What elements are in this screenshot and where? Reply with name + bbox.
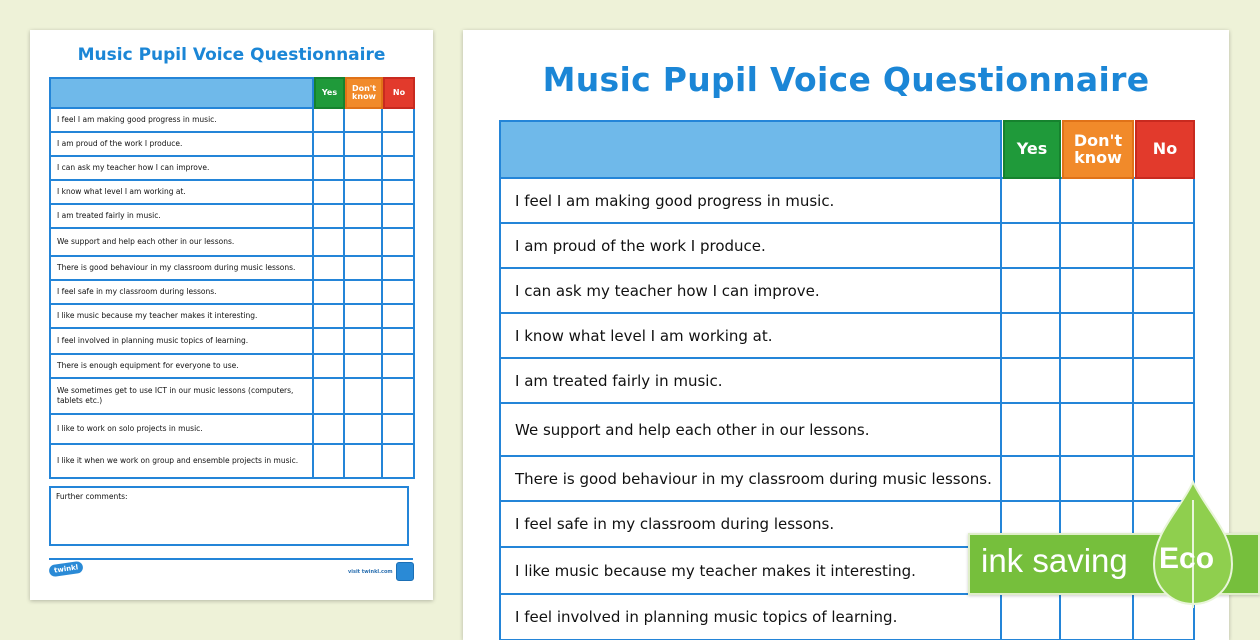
small-answer-cell-yes[interactable]: [313, 444, 344, 478]
large-answer-cell-yes[interactable]: [1001, 358, 1060, 403]
small-question-row: [50, 444, 414, 478]
large-question-text: I can ask my teacher how I can improve.: [500, 268, 1001, 313]
small-question-text: I feel I am making good progress in music.: [50, 108, 313, 132]
large-question-row: [500, 313, 1194, 358]
small-answer-cell-no[interactable]: [382, 180, 414, 204]
large-question-row: [500, 223, 1194, 268]
large-question-text: I feel safe in my classroom during lessons.: [500, 501, 1001, 547]
small-question-row: [50, 228, 414, 256]
small-answer-cell-yes[interactable]: [313, 132, 344, 156]
footer-divider: [49, 558, 413, 560]
small-header-dont-know: Don't know: [346, 78, 382, 108]
preview-sheet-small: [30, 30, 433, 600]
large-answer-cell-yes[interactable]: [1001, 223, 1060, 268]
small-question-text: I feel involved in planning music topics of learning.: [50, 328, 313, 354]
small-question-row: [50, 414, 414, 444]
large-answer-cell-yes[interactable]: [1001, 313, 1060, 358]
twinkl-logo: twinkl: [48, 561, 84, 578]
small-header-no: No: [384, 78, 414, 108]
small-question-text: I feel safe in my classroom during lessons.: [50, 280, 313, 304]
large-question-row: [500, 178, 1194, 223]
small-answer-cell-yes[interactable]: [313, 280, 344, 304]
small-answer-cell-yes[interactable]: [313, 156, 344, 180]
further-comments-box[interactable]: [49, 486, 409, 546]
large-answer-cell-no[interactable]: [1133, 268, 1194, 313]
small-question-row: [50, 256, 414, 280]
small-question-row: [50, 180, 414, 204]
large-answer-cell-yes[interactable]: [1001, 403, 1060, 456]
small-question-row: [50, 108, 414, 132]
large-answer-cell-dont-know[interactable]: [1060, 456, 1133, 501]
large-answer-cell-dont-know[interactable]: [1060, 268, 1133, 313]
small-answer-cell-dont-know[interactable]: [344, 414, 382, 444]
large-question-row: [500, 456, 1194, 501]
small-question-text: We sometimes get to use ICT in our music lessons (computers, tablets etc.): [50, 378, 313, 414]
small-answer-cell-yes[interactable]: [313, 378, 344, 414]
large-answer-cell-dont-know[interactable]: [1060, 178, 1133, 223]
small-answer-cell-dont-know[interactable]: [344, 228, 382, 256]
small-question-text: There is good behaviour in my classroom during music lessons.: [50, 256, 313, 280]
large-answer-cell-no[interactable]: [1133, 403, 1194, 456]
large-question-text: We support and help each other in our lessons.: [500, 403, 1001, 456]
small-answer-cell-no[interactable]: [382, 444, 414, 478]
small-question-text: I am treated fairly in music.: [50, 204, 313, 228]
small-question-row: [50, 156, 414, 180]
large-question-text: I like music because my teacher makes it interesting.: [500, 547, 1001, 594]
large-answer-cell-yes[interactable]: [1001, 456, 1060, 501]
small-question-row: [50, 280, 414, 304]
small-answer-cell-no[interactable]: [382, 354, 414, 378]
further-comments-label: Further comments:: [56, 492, 128, 501]
small-question-text: I can ask my teacher how I can improve.: [50, 156, 313, 180]
small-answer-cell-dont-know[interactable]: [344, 280, 382, 304]
small-question-text: We support and help each other in our lessons.: [50, 228, 313, 256]
large-header-blank: [500, 121, 1001, 178]
small-answer-cell-yes[interactable]: [313, 414, 344, 444]
small-answer-cell-dont-know[interactable]: [344, 132, 382, 156]
small-question-text: I know what level I am working at.: [50, 180, 313, 204]
small-answer-cell-no[interactable]: [382, 378, 414, 414]
small-answer-cell-dont-know[interactable]: [344, 156, 382, 180]
large-header-no: No: [1136, 121, 1194, 178]
large-question-text: I feel I am making good progress in music.: [500, 178, 1001, 223]
footer-badge-icon: [396, 562, 414, 581]
large-answer-cell-no[interactable]: [1133, 358, 1194, 403]
large-answer-cell-no[interactable]: [1133, 313, 1194, 358]
large-question-row: [500, 594, 1194, 640]
ink-saving-label: ink saving: [981, 542, 1128, 579]
small-question-row: [50, 328, 414, 354]
large-sheet-title: Music Pupil Voice Questionnaire: [542, 60, 1150, 99]
small-answer-cell-no[interactable]: [382, 414, 414, 444]
small-questionnaire-table: [49, 77, 415, 479]
small-answer-cell-yes[interactable]: [313, 354, 344, 378]
small-answer-cell-no[interactable]: [382, 228, 414, 256]
small-answer-cell-no[interactable]: [382, 304, 414, 328]
small-answer-cell-no[interactable]: [382, 204, 414, 228]
small-question-text: There is enough equipment for everyone to use.: [50, 354, 313, 378]
small-answer-cell-dont-know[interactable]: [344, 256, 382, 280]
small-question-row: [50, 132, 414, 156]
small-answer-cell-yes[interactable]: [313, 204, 344, 228]
small-answer-cell-dont-know[interactable]: [344, 444, 382, 478]
small-question-text: I like it when we work on group and ensemble projects in music.: [50, 444, 313, 478]
small-answer-cell-yes[interactable]: [313, 256, 344, 280]
large-question-text: I am proud of the work I produce.: [500, 223, 1001, 268]
small-answer-cell-dont-know[interactable]: [344, 108, 382, 132]
large-answer-cell-yes[interactable]: [1001, 268, 1060, 313]
large-answer-cell-no[interactable]: [1133, 223, 1194, 268]
large-answer-cell-dont-know[interactable]: [1060, 313, 1133, 358]
footer-url: visit twinkl.com: [348, 569, 393, 575]
small-question-row: [50, 304, 414, 328]
small-answer-cell-dont-know[interactable]: [344, 378, 382, 414]
large-question-row: [500, 358, 1194, 403]
small-sheet-title: Music Pupil Voice Questionnaire: [77, 45, 386, 65]
large-answer-cell-no[interactable]: [1133, 178, 1194, 223]
small-answer-cell-yes[interactable]: [313, 228, 344, 256]
large-question-text: I know what level I am working at.: [500, 313, 1001, 358]
large-question-text: There is good behaviour in my classroom during music lessons.: [500, 456, 1001, 501]
small-question-row: [50, 354, 414, 378]
small-answer-cell-dont-know[interactable]: [344, 304, 382, 328]
small-answer-cell-no[interactable]: [382, 280, 414, 304]
small-answer-cell-no[interactable]: [382, 156, 414, 180]
small-question-rows: [50, 108, 414, 478]
small-question-row: [50, 378, 414, 414]
large-header-yes: Yes: [1004, 121, 1060, 178]
small-answer-cell-no[interactable]: [382, 108, 414, 132]
small-question-text: I like music because my teacher makes it interesting.: [50, 304, 313, 328]
small-answer-cell-yes[interactable]: [313, 108, 344, 132]
small-answer-cell-dont-know[interactable]: [344, 354, 382, 378]
large-answer-cell-dont-know[interactable]: [1060, 223, 1133, 268]
small-question-text: I like to work on solo projects in music.: [50, 414, 313, 444]
small-answer-cell-dont-know[interactable]: [344, 180, 382, 204]
large-question-row: [500, 403, 1194, 456]
small-answer-cell-yes[interactable]: [313, 328, 344, 354]
small-answer-cell-dont-know[interactable]: [344, 204, 382, 228]
small-header-yes: Yes: [315, 78, 344, 108]
small-answer-cell-no[interactable]: [382, 328, 414, 354]
large-question-text: I am treated fairly in music.: [500, 358, 1001, 403]
large-question-text: I feel involved in planning music topics of learning.: [500, 594, 1001, 640]
large-answer-cell-yes[interactable]: [1001, 178, 1060, 223]
small-answer-cell-dont-know[interactable]: [344, 328, 382, 354]
small-header-blank: [50, 78, 313, 108]
small-question-text: I am proud of the work I produce.: [50, 132, 313, 156]
large-answer-cell-yes[interactable]: [1001, 594, 1060, 640]
eco-badge-label: Eco: [1159, 542, 1215, 575]
large-answer-cell-dont-know[interactable]: [1060, 358, 1133, 403]
small-answer-cell-no[interactable]: [382, 132, 414, 156]
large-header-dont-know: Don't know: [1063, 121, 1133, 178]
large-answer-cell-dont-know[interactable]: [1060, 594, 1133, 640]
small-question-row: [50, 204, 414, 228]
large-question-row: [500, 268, 1194, 313]
small-answer-cell-yes[interactable]: [313, 180, 344, 204]
small-answer-cell-no[interactable]: [382, 256, 414, 280]
large-answer-cell-dont-know[interactable]: [1060, 403, 1133, 456]
small-answer-cell-yes[interactable]: [313, 304, 344, 328]
